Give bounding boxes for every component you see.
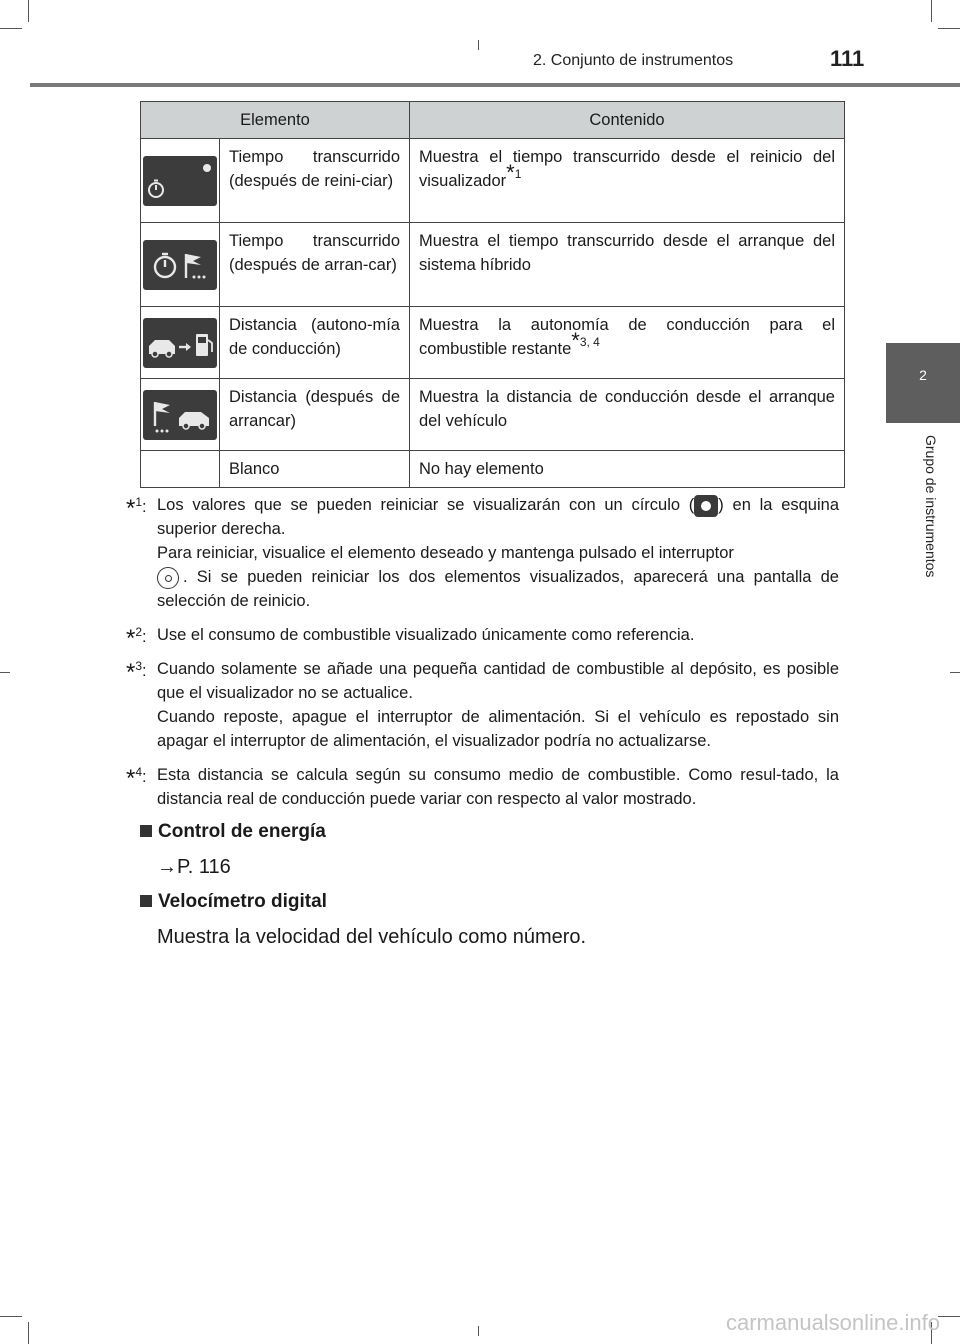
section-heading <box>140 891 327 913</box>
column-header-content: Contenido <box>410 102 845 139</box>
item-name: Blanco <box>220 451 410 488</box>
crop-mark <box>931 0 932 22</box>
footnote <box>126 493 839 613</box>
items-table <box>140 101 845 488</box>
footnote-text: ) en la esquina superior derecha. <box>157 496 839 538</box>
page-reference-link[interactable]: →P. 116 <box>157 856 231 878</box>
icon-cell-empty <box>141 451 220 488</box>
footnote <box>126 623 839 652</box>
page-number: 111 <box>830 46 865 71</box>
footnote <box>126 657 839 753</box>
chapter-label-container <box>886 423 960 653</box>
footnote <box>126 763 839 811</box>
item-description <box>410 451 845 488</box>
section-heading-text: Velocímetro digital <box>158 891 327 912</box>
footnote-text: Esta distancia se calcula según su consumo medio de combustible. Como resul-tado, la distancia real de conducción puede variar con respecto al valor mostrado. <box>157 766 839 808</box>
bullet-square-icon <box>140 825 152 837</box>
table-header-row <box>141 102 845 139</box>
flag-car-icon <box>143 390 217 440</box>
crop-mark <box>950 672 960 673</box>
crop-mark <box>28 1322 29 1344</box>
footnote-ref: 1 <box>514 167 522 181</box>
footnote-marker: *$^1$: <box>126 495 147 522</box>
table-row <box>141 451 845 488</box>
footnote-marker: *$^4$: <box>126 765 147 792</box>
chapter-number: 2 <box>919 367 927 383</box>
footnote-asterisk: * <box>571 328 580 353</box>
item-description <box>410 307 845 379</box>
section-heading-text: Control de energía <box>158 821 326 842</box>
section-body: Muestra la velocidad del vehículo como número. <box>157 926 587 948</box>
item-description-text: Muestra el tiempo transcurrido desde el arranque del sistema híbrido <box>419 232 835 274</box>
item-description <box>410 139 845 223</box>
crop-mark <box>478 40 479 50</box>
footnote-ref: 3, 4 <box>579 335 600 349</box>
crop-mark <box>478 1326 479 1336</box>
crop-mark <box>0 28 22 29</box>
table-row <box>141 307 845 379</box>
footnote-text: Para reiniciar, visualice el elemento deseado y mantenga pulsado el interruptor <box>157 544 734 562</box>
switch-button-icon <box>157 567 179 589</box>
chapter-tab <box>886 343 960 423</box>
item-name: Tiempo transcurrido (después de arran-car) <box>220 223 410 307</box>
footnote-text: . Si se pueden reiniciar los dos elementos visualizados, aparecerá una pantalla de selección de reinicio. <box>157 568 839 610</box>
item-description <box>410 379 845 451</box>
chapter-label: Grupo de instrumentos <box>923 435 939 578</box>
footnote-text: Use el consumo de combustible visualizado únicamente como referencia. <box>157 626 695 644</box>
item-name: Tiempo transcurrido (después de reini-ciar) <box>220 139 410 223</box>
crop-mark <box>938 28 960 29</box>
item-description-text: Muestra la autonomía de conducción para el combustible restante <box>419 316 835 358</box>
table-row <box>141 379 845 451</box>
icon-cell <box>141 307 220 379</box>
crop-mark <box>0 672 10 673</box>
section-heading <box>140 821 326 843</box>
table-row <box>141 223 845 307</box>
footnotes <box>126 493 839 821</box>
footnote-text: Cuando reposte, apague el interruptor de alimentación. Si el vehículo es repostado sin apagar el interruptor de alimentación, el visualizador podría no actualizarse. <box>157 708 839 750</box>
bullet-square-icon <box>140 895 152 907</box>
header-rule <box>30 83 960 87</box>
crop-mark <box>938 1316 960 1317</box>
stopwatch-flag-icon <box>143 240 217 290</box>
icon-cell <box>141 223 220 307</box>
item-name: Distancia (autono-mía de conducción) <box>220 307 410 379</box>
item-description <box>410 223 845 307</box>
footnote-asterisk: * <box>506 160 515 185</box>
footnote-marker: *$^2$: <box>126 625 147 652</box>
stopwatch-reset-icon <box>143 156 217 206</box>
icon-cell <box>141 139 220 223</box>
footnote-text: Los valores que se pueden reiniciar se visualizarán con un círculo ( <box>157 496 695 514</box>
car-to-fuel-icon <box>143 318 217 368</box>
watermark: carmanualsonline.info <box>725 1310 940 1335</box>
table-row <box>141 139 845 223</box>
section-title: 2. Conjunto de instrumentos <box>533 52 734 69</box>
item-description-text: Muestra la distancia de conducción desde el arranque del vehículo <box>419 388 835 430</box>
crop-mark <box>28 0 29 22</box>
footnote-text: Cuando solamente se añade una pequeña cantidad de combustible al depósito, es posible que el visualizador no se actualice. <box>157 660 839 702</box>
column-header-element: Elemento <box>141 102 410 139</box>
reset-dot-icon <box>694 495 718 517</box>
item-description-text: Muestra el tiempo transcurrido desde el reinicio del visualizador <box>419 148 835 190</box>
item-description-text: No hay elemento <box>419 460 544 478</box>
icon-cell <box>141 379 220 451</box>
item-name: Distancia (después de arrancar) <box>220 379 410 451</box>
crop-mark <box>0 1316 22 1317</box>
footnote-marker: *$^3$: <box>126 659 147 686</box>
